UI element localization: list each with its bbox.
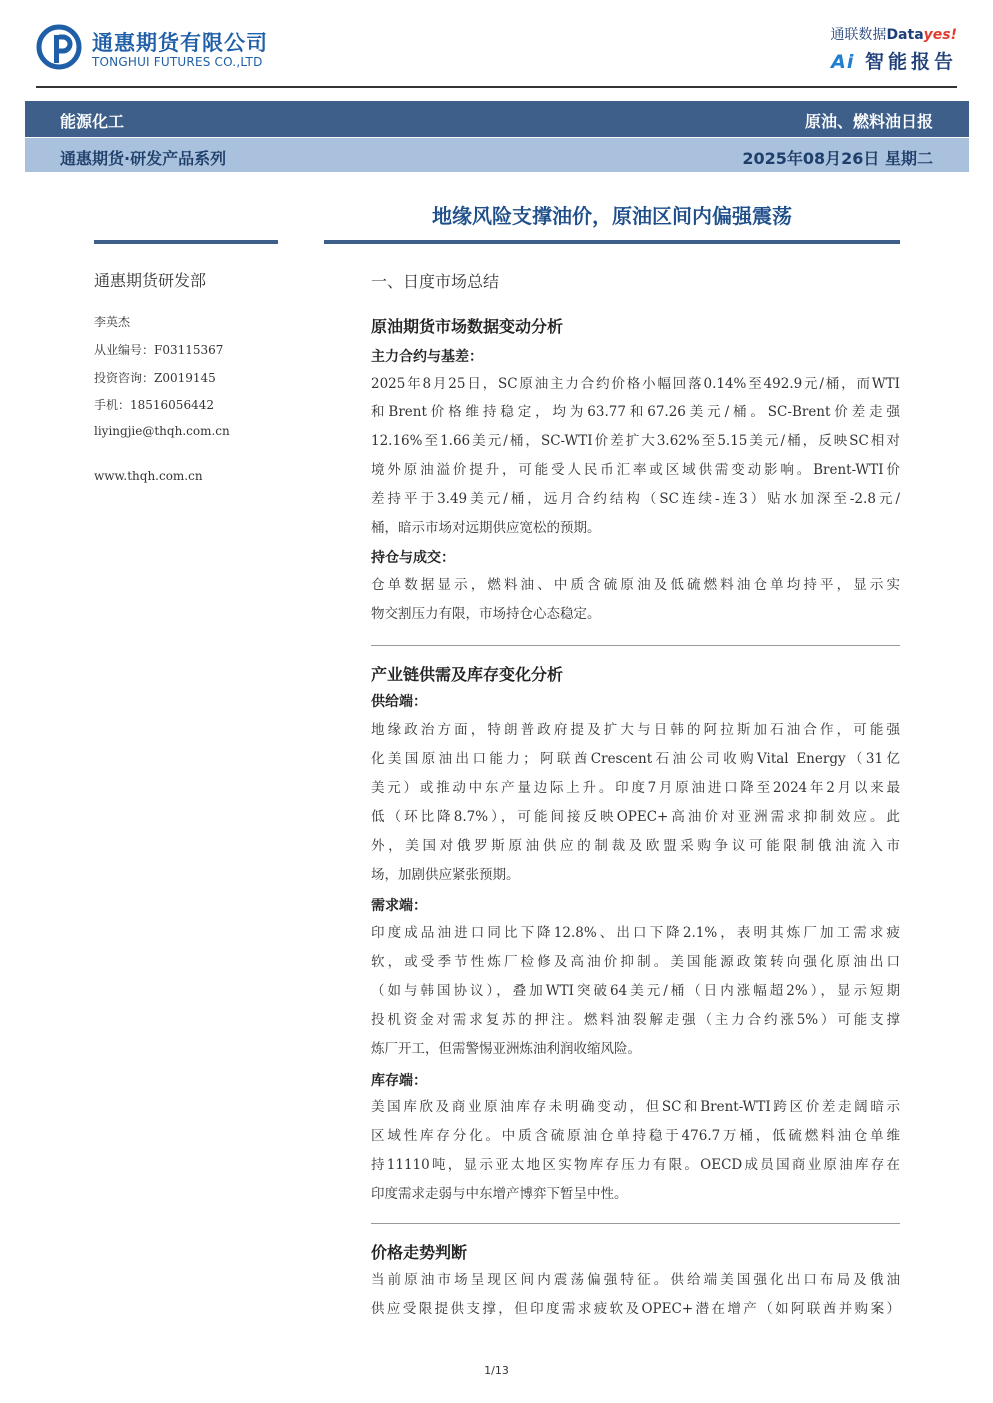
analyst-phone: 手机：18516056442 [94, 398, 214, 412]
paragraph-line: 场，加剧供应紧张预期。 [371, 867, 520, 883]
company-logo-icon [36, 24, 82, 70]
paragraph-line: 炼厂开工，但需警惕亚洲炼油利润收缩风险。 [371, 1041, 641, 1057]
datayes-yes: yes! [923, 27, 957, 43]
heading-demand: 需求端： [371, 898, 427, 914]
paragraph-line: 投机资金对需求复苏的押注。燃料油裂解走强（主力合约涨5%）可能支撑 [371, 1012, 900, 1028]
paragraph-line: 12.16%至1.66美元/桶，SC-WTI价差扩大3.62%至5.15美元/桶，反映SC相对 [371, 433, 900, 449]
analyst-email[interactable]: liyingjie@thqh.com.cn [94, 424, 230, 438]
ai-report-logo [831, 47, 957, 74]
paragraph-line: 持11110吨，显示亚太地区实物库存压力有限。OECD成员国商业原油库存在 [371, 1157, 900, 1173]
datayes-logo [830, 24, 957, 44]
paragraph-line: 美国库欣及商业原油库存未明确变动，但SC和Brent-WTI跨区价差走阔暗示 [371, 1099, 900, 1115]
heading-supply-chain: 产业链供需及库存变化分析 [371, 665, 564, 684]
report-type-label: 原油、燃料油日报 [804, 112, 933, 131]
section-divider [371, 645, 900, 646]
paragraph-line: 地缘政治方面，特朗普政府提及扩大与日韩的阿拉斯加石油合作，可能强 [371, 722, 900, 738]
heading-inventory: 库存端： [371, 1073, 427, 1089]
datayes-cn: 通联数据 [830, 27, 887, 43]
company-website[interactable]: www.thqh.com.cn [94, 469, 203, 483]
sector-label: 能源化工 [60, 112, 125, 131]
header-rule [36, 86, 957, 88]
section-divider [371, 1223, 900, 1224]
paragraph-line: 印度成品油进口同比下降12.8%、出口下降2.1%，表明其炼厂加工需求疲 [371, 925, 900, 941]
paragraph-line: 低（环比降8.7%），可能间接反映OPEC+高油价对亚洲需求抑制效应。此 [371, 809, 900, 825]
sidebar-rule [94, 240, 278, 244]
paragraph-line: （如与韩国协议），叠加WTI突破64美元/桶（日内涨幅超2%），显示短期 [371, 983, 900, 999]
paragraph-line: 仓单数据显示，燃料油、中质含硫原油及低硫燃料油仓单均持平，显示实 [371, 577, 900, 593]
heading-price-trend: 价格走势判断 [371, 1243, 468, 1262]
datayes-brand: Data [886, 27, 924, 43]
paragraph-line: 外，美国对俄罗斯原油供应的制裁及欧盟采购争议可能限制俄油流入市 [371, 838, 900, 854]
paragraph-line: 美元）或推动中东产量边际上升。印度7月原油进口降至2024年2月以来最 [371, 780, 900, 796]
paragraph-line: 印度需求走弱与中东增产博弈下暂呈中性。 [371, 1186, 628, 1202]
paragraph-line: 差持平于3.49美元/桶，远月合约结构（SC连续-连3）贴水加深至-2.8元/ [371, 491, 900, 507]
paragraph-line: 区域性库存分化。中质含硫原油仓单持稳于476.7万桶，低硫燃料油仓单维 [371, 1128, 900, 1144]
paragraph-line: 2025年8月25日，SC原油主力合约价格小幅回落0.14%至492.9元/桶，而WTI [371, 376, 900, 392]
section-heading-daily-summary: 一、日度市场总结 [371, 272, 500, 291]
analyst-license: 从业编号：F03115367 [94, 343, 224, 357]
heading-position: 持仓与成交： [371, 550, 455, 566]
paragraph-line: 软，或受季节性炼厂检修及高油价抑制。美国能源政策转向强化原油出口 [371, 954, 900, 970]
series-label: 通惠期货·研发产品系列 [60, 149, 227, 168]
research-dept: 通惠期货研发部 [94, 271, 207, 290]
paragraph-line: 桶，暗示市场对远期供应宽松的预期。 [371, 520, 601, 536]
heading-futures-analysis: 原油期货市场数据变动分析 [371, 317, 564, 336]
ai-report-label: 智能报告 [864, 51, 957, 73]
heading-supply: 供给端： [371, 694, 427, 710]
page-number: 1/13 [484, 1364, 509, 1377]
heading-main-contract: 主力合约与基差： [371, 349, 483, 365]
company-name-cn: 通惠期货有限公司 [92, 31, 268, 55]
paragraph-line: 化美国原油出口能力；阿联酋Crescent石油公司收购Vital Energy（31亿 [371, 751, 900, 767]
analyst-consult: 投资咨询：Z0019145 [94, 371, 216, 385]
paragraph-line: 和Brent价格维持稳定，均为63.77和67.26美元/桶。SC-Brent价差走强 [371, 404, 900, 420]
paragraph-line: 供应受限提供支撑，但印度需求疲软及OPEC+潜在增产（如阿联酋并购案） [371, 1301, 900, 1317]
company-name-en: TONGHUI FUTURES CO.,LTD [92, 55, 263, 69]
report-title: 地缘风险支撑油价，原油区间内偏强震荡 [432, 204, 792, 228]
paragraph-line: 境外原油溢价提升，可能受人民币汇率或区域供需变动影响。Brent-WTI价 [371, 462, 900, 478]
report-date: 2025年08月26日 星期二 [742, 149, 933, 168]
paragraph-line: 当前原油市场呈现区间内震荡偏强特征。供给端美国强化出口布局及俄油 [371, 1272, 900, 1288]
paragraph-line: 物交割压力有限，市场持仓心态稳定。 [371, 606, 601, 622]
analyst-name: 李英杰 [94, 315, 131, 329]
ai-label: Ai [831, 51, 855, 73]
title-rule [324, 240, 900, 244]
